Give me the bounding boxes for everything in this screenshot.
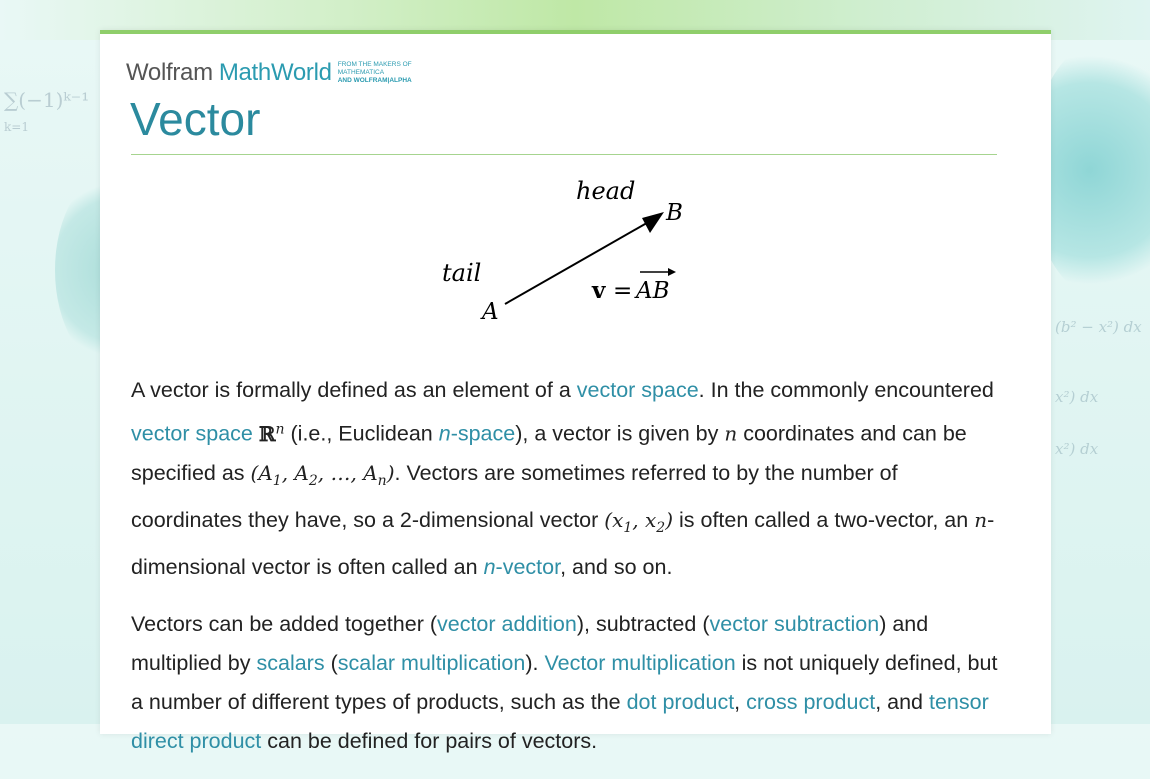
equation-v: v bbox=[592, 277, 606, 304]
equation-overarrow-head bbox=[668, 268, 676, 276]
article-card bbox=[100, 30, 1051, 753]
label-tail: tail bbox=[442, 259, 482, 287]
link-vector-subtraction[interactable]: vector subtraction bbox=[709, 611, 880, 636]
title-divider bbox=[131, 154, 997, 155]
link-scalars[interactable]: scalars bbox=[256, 650, 325, 675]
logo-wolfram-text: Wolfram bbox=[126, 59, 213, 86]
page-title: Vector bbox=[130, 93, 261, 145]
formula-coordinates: ($A_1$, $A_2$, …, $A_n$) bbox=[250, 460, 395, 489]
label-head: head bbox=[576, 177, 636, 205]
symbol-real-n: ℝ$^n$ bbox=[258, 421, 285, 446]
link-scalar-multiplication[interactable]: scalar multiplication bbox=[337, 650, 526, 675]
equation-ab: AB bbox=[636, 278, 670, 304]
link-n-space[interactable]: n-space bbox=[438, 421, 516, 446]
link-tensor-direct-product[interactable]: tensor direct product bbox=[131, 689, 989, 753]
mathworld-logo[interactable] bbox=[126, 60, 458, 86]
vector-diagram bbox=[430, 174, 750, 334]
link-vector-multiplication[interactable]: Vector multiplication bbox=[544, 650, 736, 675]
label-b: B bbox=[666, 200, 683, 226]
formula-two-vector: ($x_1$, $x_2$) bbox=[604, 507, 674, 536]
link-cross-product[interactable]: cross product bbox=[746, 689, 876, 714]
background-sum-formula: ∑(−1)ᵏ⁻¹ k=1 bbox=[4, 88, 90, 134]
article-body bbox=[131, 371, 1011, 779]
equation-equals: = bbox=[613, 278, 633, 304]
paragraph-operations: Vectors can be added together (vector addition), subtracted (vector subtraction) and multiplied by scalars (scalar multiplication). Vector multiplication is not uniquely defined, but a number of different types of products, such as the dot product, cross product, and tensor direct product can be defined for pairs of vectors. bbox=[131, 611, 998, 753]
logo-mathworld-text: MathWorld bbox=[218, 59, 332, 86]
logo-tagline: FROM THE MAKERS OF MATHEMATICA AND WOLFRAM|ALPHA bbox=[337, 61, 412, 84]
label-a: A bbox=[482, 299, 499, 325]
background-formula-2: x²) dx bbox=[1055, 388, 1099, 406]
background-formula-1: (b² − x²) dx bbox=[1055, 318, 1142, 336]
link-vector-addition[interactable]: vector addition bbox=[437, 611, 577, 636]
link-dot-product[interactable]: dot product bbox=[626, 689, 735, 714]
symbol-n: n bbox=[724, 421, 738, 446]
link-vector-space-2[interactable]: vector space bbox=[131, 421, 253, 446]
vector-arrowhead bbox=[642, 212, 664, 233]
link-n-vector[interactable]: n-vector bbox=[483, 554, 561, 579]
symbol-n-2: n bbox=[974, 507, 988, 532]
background-formula-3: x²) dx bbox=[1055, 440, 1099, 458]
paragraph-definition: A vector is formally defined as an element of a vector space. In the commonly encountered vector space ℝ$^n$ (i.e., Euclidean n-space), a vector is given by n coordinates and can be specified as ($A_1$, $A_2$, …, $A_n$). Vectors are sometimes referred to by the number of coordinates they have, so a 2-dimensional vector ($x_1$, $x_2$) is often called a two-vector, an n-dimensional vector is often called an n-vector, and so on. bbox=[131, 378, 995, 579]
link-vector-space[interactable]: vector space bbox=[576, 378, 699, 402]
